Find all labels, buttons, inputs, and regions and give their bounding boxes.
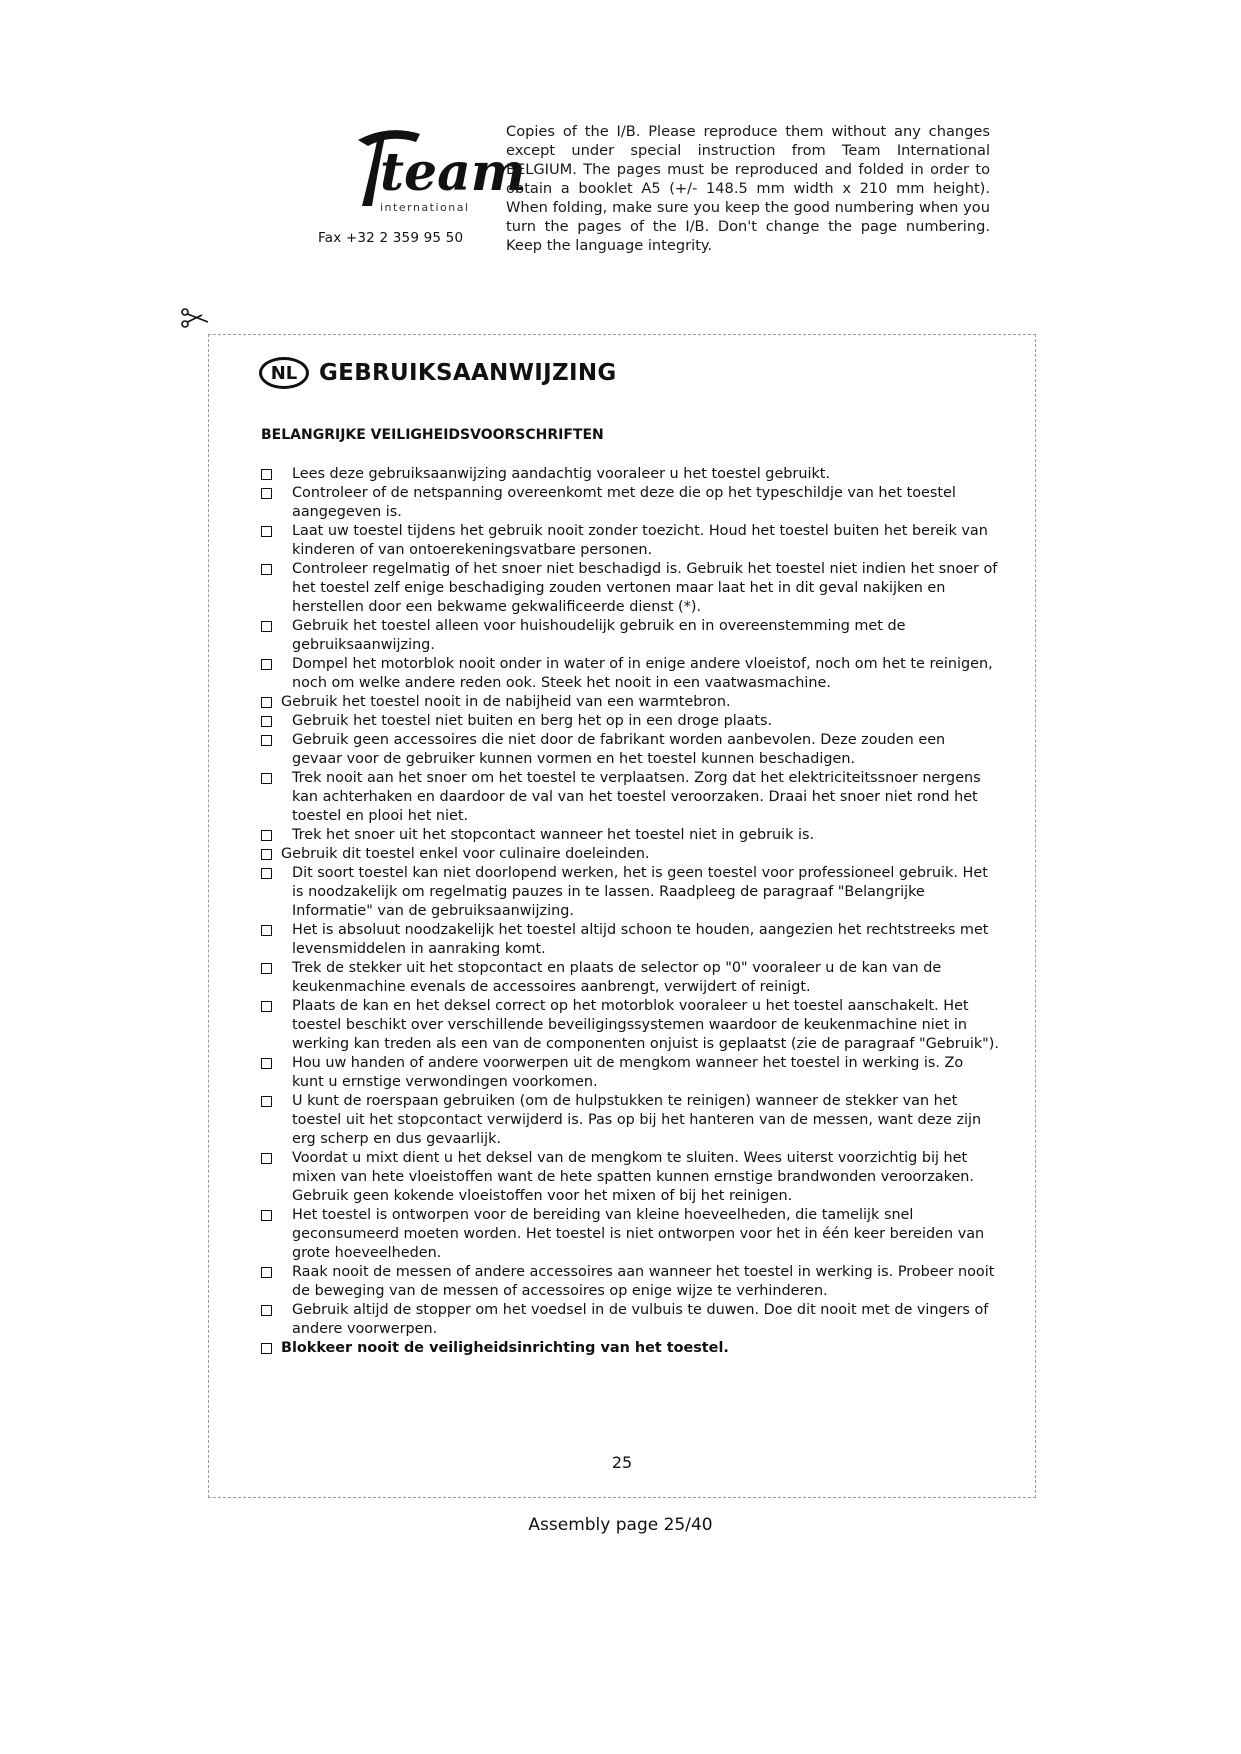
- fax-number: Fax +32 2 359 95 50: [318, 230, 464, 246]
- page-number: 25: [611, 1453, 633, 1472]
- checkbox-icon: [261, 1153, 272, 1164]
- list-item: Trek nooit aan het snoer om het toestel te verplaatsen. Zorg dat het elektriciteitssnoer nergens kan achterhaken en daardoor de val van het toestel veroorzaken. Draai het snoer niet rond het toestel en plooi het niet.: [261, 769, 999, 826]
- list-item: Controleer of de netspanning overeenkomt met deze die op het typeschildje van het toestel aangegeven is.: [261, 484, 999, 522]
- manual-page: [208, 334, 1036, 1498]
- list-item: U kunt de roerspaan gebruiken (om de hulpstukken te reinigen) wanneer de stekker van het toestel uit het stopcontact verwijderd is. Pas op bij het hanteren van de messen, want deze zijn erg scherp en dus gevaarlijk.: [261, 1092, 999, 1149]
- checkbox-icon: [261, 1305, 272, 1316]
- list-item: Trek het snoer uit het stopcontact wanneer het toestel niet in gebruik is.: [261, 826, 999, 845]
- checkbox-icon: [261, 773, 272, 784]
- checkbox-icon: [261, 526, 272, 537]
- checkbox-icon: [261, 697, 272, 708]
- list-item: Dit soort toestel kan niet doorlopend werken, het is geen toestel voor professioneel gebruik. Het is noodzakelijk om regelmatig pauzes in te lassen. Raadpleeg de paragraaf "Belangrijke Informatie" van de gebruiksaanwijzing.: [261, 864, 999, 921]
- page-title: [259, 353, 617, 393]
- checkbox-icon: [261, 1210, 272, 1221]
- checkbox-icon: [261, 830, 272, 841]
- list-item: Gebruik het toestel nooit in de nabijheid van een warmtebron.: [261, 693, 999, 712]
- list-item: Gebruik het toestel alleen voor huishoudelijk gebruik en in overeenstemming met de gebruiksaanwijzing.: [261, 617, 999, 655]
- list-item: Raak nooit de messen of andere accessoires aan wanneer het toestel in werking is. Probeer nooit de beweging van de messen of accessoires op enige wijze te verhinderen.: [261, 1263, 999, 1301]
- list-item: Blokkeer nooit de veiligheidsinrichting van het toestel.: [261, 1339, 999, 1358]
- checkbox-icon: [261, 659, 272, 670]
- list-item: Het toestel is ontworpen voor de bereiding van kleine hoeveelheden, die tamelijk snel geconsumeerd moeten worden. Het toestel is niet ontworpen voor het in één keer bereiden van grote hoeveelheden.: [261, 1206, 999, 1263]
- list-item: Lees deze gebruiksaanwijzing aandachtig vooraleer u het toestel gebruikt.: [261, 465, 999, 484]
- checkbox-icon: [261, 564, 272, 575]
- document-title: GEBRUIKSAANWIJZING: [319, 360, 617, 386]
- list-item: Hou uw handen of andere voorwerpen uit de mengkom wanneer het toestel in werking is. Zo kunt u ernstige verwondingen voorkomen.: [261, 1054, 999, 1092]
- checkbox-icon: [261, 488, 272, 499]
- checkbox-icon: [261, 963, 272, 974]
- assembly-page-label: Assembly page 25/40: [528, 1515, 713, 1535]
- checkbox-icon: [261, 1001, 272, 1012]
- checkbox-icon: [261, 716, 272, 727]
- safety-rules-list: [261, 465, 999, 1358]
- checkbox-icon: [261, 849, 272, 860]
- list-item: Gebruik altijd de stopper om het voedsel in de vulbuis te duwen. Doe dit nooit met de vingers of andere voorwerpen.: [261, 1301, 999, 1339]
- list-item: Gebruik het toestel niet buiten en berg het op in een droge plaats.: [261, 712, 999, 731]
- list-item: Het is absoluut noodzakelijk het toestel altijd schoon te houden, aangezien het rechtstreeks met levensmiddelen in aanraking komt.: [261, 921, 999, 959]
- section-heading: BELANGRIJKE VEILIGHEIDSVOORSCHRIFTEN: [261, 427, 604, 443]
- list-item: Trek de stekker uit het stopcontact en plaats de selector op "0" vooraleer u de kan van de keukenmachine evenals de accessoires aanbrengt, verwijdert of reinigt.: [261, 959, 999, 997]
- team-logo-graphic: [328, 118, 526, 218]
- team-logo-wordmark: team: [380, 142, 526, 203]
- checkbox-icon: [261, 621, 272, 632]
- list-item: Laat uw toestel tijdens het gebruik nooit zonder toezicht. Houd het toestel buiten het bereik van kinderen of van ontoerekeningsvatbare personen.: [261, 522, 999, 560]
- checkbox-icon: [261, 868, 272, 879]
- list-item: Controleer regelmatig of het snoer niet beschadigd is. Gebruik het toestel niet indien het snoer of het toestel zelf enige beschadiging zouden vertonen maar laat het in dit geval nakijken en herstellen door een bekwame gekwalificeerde dienst (*).: [261, 560, 999, 617]
- list-item: Gebruik dit toestel enkel voor culinaire doeleinden.: [261, 845, 999, 864]
- print-instructions: Copies of the I/B. Please reproduce them without any changes except under special instruction from Team International BELGIUM. The pages must be reproduced and folded in order to obtain a booklet A5 (+/- 148.5 mm width x 210 mm height). When folding, make sure you keep the good numbering when you turn the pages of the I/B. Don't change the page numbering. Keep the language integrity.: [506, 123, 990, 254]
- checkbox-icon: [261, 735, 272, 746]
- scissors-icon: [180, 306, 210, 332]
- checkbox-icon: [261, 1058, 272, 1069]
- team-logo-subtitle: international: [380, 201, 470, 214]
- checkbox-icon: [261, 925, 272, 936]
- team-logo: [328, 118, 526, 218]
- checkbox-icon: [261, 1096, 272, 1107]
- list-item: Gebruik geen accessoires die niet door de fabrikant worden aanbevolen. Deze zouden een gevaar voor de gebruiker kunnen vormen en het toestel kunnen beschadigen.: [261, 731, 999, 769]
- checkbox-icon: [261, 1343, 272, 1354]
- checkbox-icon: [261, 469, 272, 480]
- list-item: Plaats de kan en het deksel correct op het motorblok vooraleer u het toestel aanschakelt. Het toestel beschikt over verschillende beveiligingssystemen waardoor de keukenmachine niet in werking kan treden als een van de componenten onjuist is geplaatst (zie de paragraaf "Gebruik").: [261, 997, 999, 1054]
- list-item: Dompel het motorblok nooit onder in water of in enige andere vloeistof, noch om het te reinigen, noch om welke andere reden ook. Steek het nooit in een vaatwasmachine.: [261, 655, 999, 693]
- checkbox-icon: [261, 1267, 272, 1278]
- language-badge: NL: [259, 357, 309, 389]
- list-item: Voordat u mixt dient u het deksel van de mengkom te sluiten. Wees uiterst voorzichtig bij het mixen van hete vloeistoffen want de hete spatten kunnen ernstige brandwonden veroorzaken. Gebruik geen kokende vloeistoffen voor het mixen of bij het reinigen.: [261, 1149, 999, 1206]
